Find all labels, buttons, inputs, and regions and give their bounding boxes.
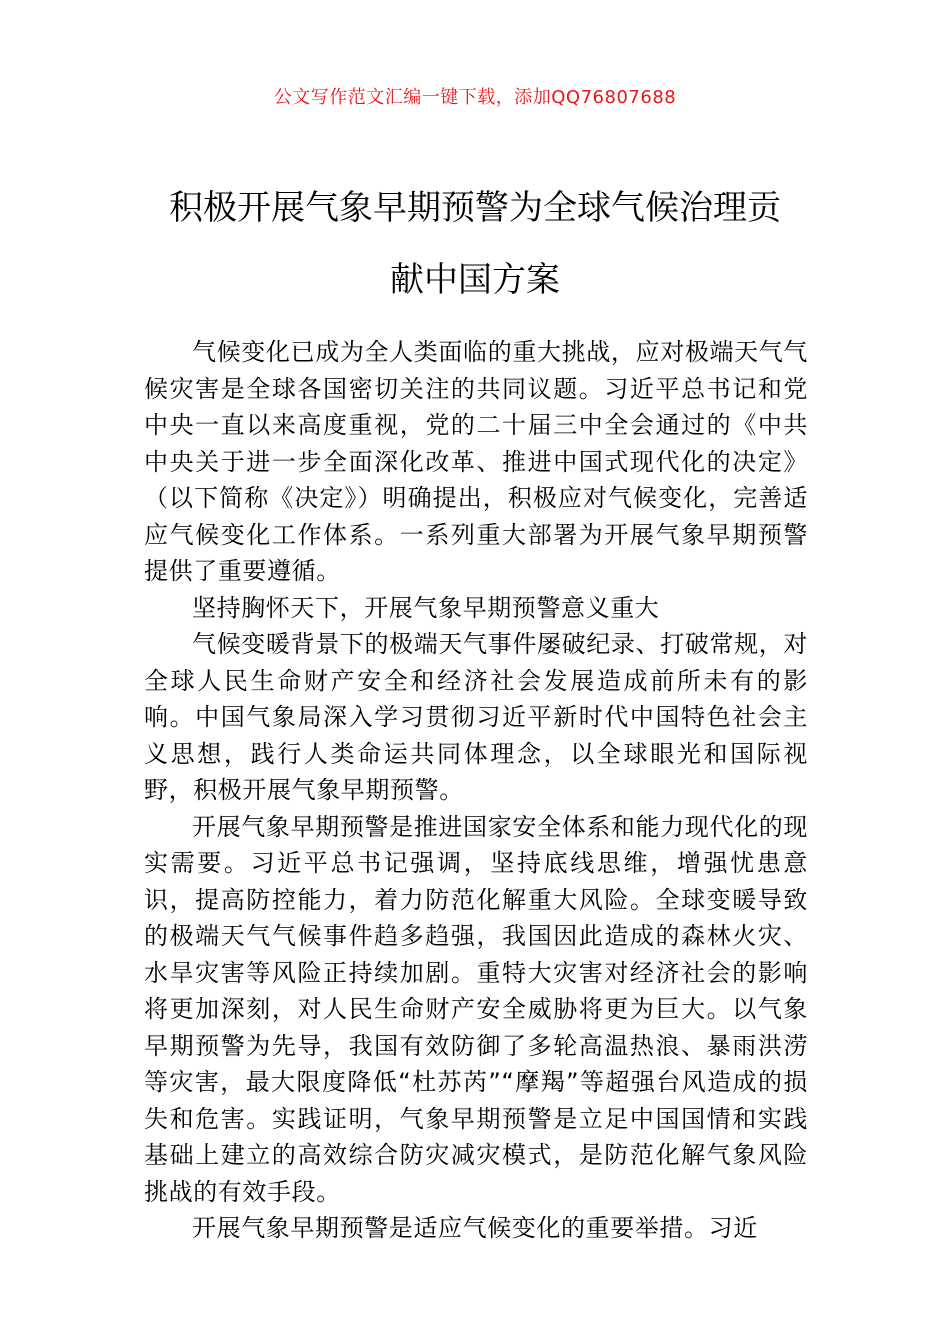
header-note: 公文写作范文汇编一键下载，添加QQ76807688 bbox=[273, 87, 677, 108]
document-body bbox=[144, 334, 808, 1247]
paragraph: 开展气象早期预警是适应气候变化的重要举措。习近 bbox=[192, 1214, 758, 1242]
paragraph-intro: 气候变化已成为全人类面临的重大挑战，应对极端天气气候灾害是全球各国密切关注的共同议题。习近平总书记和党中央一直以来高度重视，党的二十届三中全会通过的《中共中央关于进一步全面深化改革、推进中国式现代化的决定》（以下简称《决定》）明确提出，积极应对气候变化，完善适应气候变化工作体系。一系列重大部署为开展气象早期预警提供了重要遵循。 bbox=[144, 338, 808, 585]
section-heading: 坚持胸怀天下，开展气象早期预警意义重大 bbox=[192, 593, 660, 622]
document-title bbox=[120, 172, 830, 316]
paragraph: 开展气象早期预警是推进国家安全体系和能力现代化的现实需要。习近平总书记强调，坚持底线思维，增强忧患意识，提高防控能力，着力防范化解重大风险。全球变暖导致的极端天气气候事件趋多趋强，我国因此造成的森林火灾、水旱灾害等风险正持续加剧。重特大灾害对经济社会的影响将更加深刻，对人民生命财产安全威胁将更为巨大。以气象早期预警为先导，我国有效防御了多轮高温热浪、暴雨洪涝等灾害，最大限度降低“杜苏芮”“摩羯”等超强台风造成的损失和危害。实践证明，气象早期预警是立足中国国情和实践基础上建立的高效综合防灾减灾模式，是防范化解气象风险挑战的有效手段。 bbox=[144, 812, 808, 1206]
title-line-1: 积极开展气象早期预警为全球气候治理贡 bbox=[169, 188, 781, 228]
paragraph: 气候变暖背景下的极端天气事件屡破纪录、打破常规，对全球人民生命财产安全和经济社会发展造成前所未有的影响。中国气象局深入学习贯彻习近平新时代中国特色社会主义思想，践行人类命运共同体理念，以全球眼光和国际视野，积极开展气象早期预警。 bbox=[144, 630, 808, 804]
title-line-2: 献中国方案 bbox=[390, 260, 560, 300]
